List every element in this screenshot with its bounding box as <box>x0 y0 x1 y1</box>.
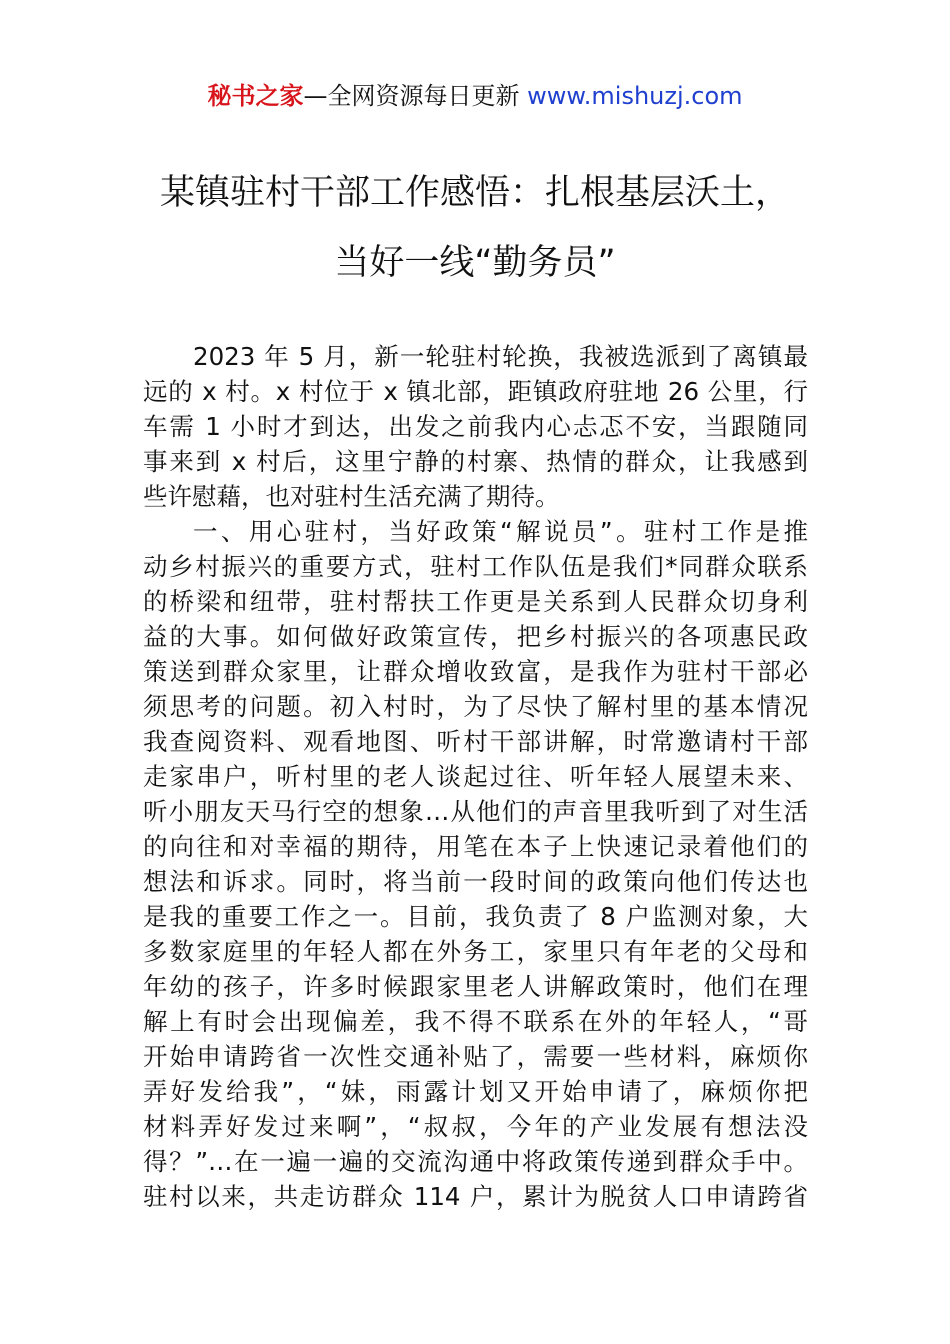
body-line: 解上有时会出现偏差，我不得不联系在外的年轻人，“哥 <box>143 1007 808 1036</box>
body-line: 须思考的问题。初入村时，为了尽快了解村里的基本情况 <box>143 692 808 721</box>
body-line: 策送到群众家里，让群众增收致富，是我作为驻村干部必 <box>143 657 808 686</box>
title-line-2: 当好一线“勤务员” <box>334 243 616 283</box>
body-line: 驻村以来，共走访群众 114 户，累计为脱贫人口申请跨省 <box>143 1182 808 1211</box>
body-line: 听小朋友天马行空的想象…从他们的声音里我听到了对生活 <box>143 797 808 826</box>
document-body <box>143 339 808 1214</box>
body-line: 远的 x 村。x 村位于 x 镇北部，距镇政府驻地 26 公里，行 <box>143 377 808 406</box>
body-line: 一、用心驻村，当好政策“解说员”。驻村工作是推 <box>193 517 808 546</box>
body-line: 年幼的孩子，许多时候跟家里老人讲解政策时，他们在理 <box>143 972 808 1001</box>
document-title <box>60 158 890 298</box>
body-line: 2023 年 5 月，新一轮驻村轮换，我被选派到了离镇最 <box>193 342 808 371</box>
body-line: 的桥梁和纽带，驻村帮扶工作更是关系到人民群众切身利 <box>143 587 808 616</box>
body-line: 车需 1 小时才到达，出发之前我内心忐忑不安，当跟随同 <box>143 412 808 441</box>
body-line: 走家串户，听村里的老人谈起过往、听年轻人展望未来、 <box>143 762 808 791</box>
title-line-1: 某镇驻村干部工作感悟：扎根基层沃土， <box>159 173 790 213</box>
site-brand: 秘书之家 <box>207 82 304 110</box>
body-line: 动乡村振兴的重要方式，驻村工作队伍是我们*同群众联系 <box>143 552 808 581</box>
site-tagline: —全网资源每日更新 <box>303 82 528 110</box>
body-line: 开始申请跨省一次性交通补贴了，需要一些材料，麻烦你 <box>143 1042 808 1071</box>
body-line: 的向往和对幸福的期待，用笔在本子上快速记录着他们的 <box>143 832 808 861</box>
site-header <box>0 80 950 112</box>
site-url-link[interactable]: www.mishuzj.com <box>527 82 743 110</box>
body-line: 我查阅资料、观看地图、听村干部讲解，时常邀请村干部 <box>143 727 808 756</box>
body-line: 些许慰藉，也对驻村生活充满了期待。 <box>143 482 560 511</box>
body-line: 得？”…在一遍一遍的交流沟通中将政策传递到群众手中。 <box>143 1147 808 1176</box>
body-line: 材料弄好发过来啊”，“叔叔，今年的产业发展有想法没 <box>143 1112 808 1141</box>
body-line: 弄好发给我”，“妹，雨露计划又开始申请了，麻烦你把 <box>143 1077 808 1106</box>
body-line: 事来到 x 村后，这里宁静的村寨、热情的群众，让我感到 <box>143 447 808 476</box>
body-line: 多数家庭里的年轻人都在外务工，家里只有年老的父母和 <box>143 937 808 966</box>
body-line: 益的大事。如何做好政策宣传，把乡村振兴的各项惠民政 <box>143 622 808 651</box>
body-line: 想法和诉求。同时，将当前一段时间的政策向他们传达也 <box>143 867 808 896</box>
body-line: 是我的重要工作之一。目前，我负责了 8 户监测对象，大 <box>143 902 808 931</box>
